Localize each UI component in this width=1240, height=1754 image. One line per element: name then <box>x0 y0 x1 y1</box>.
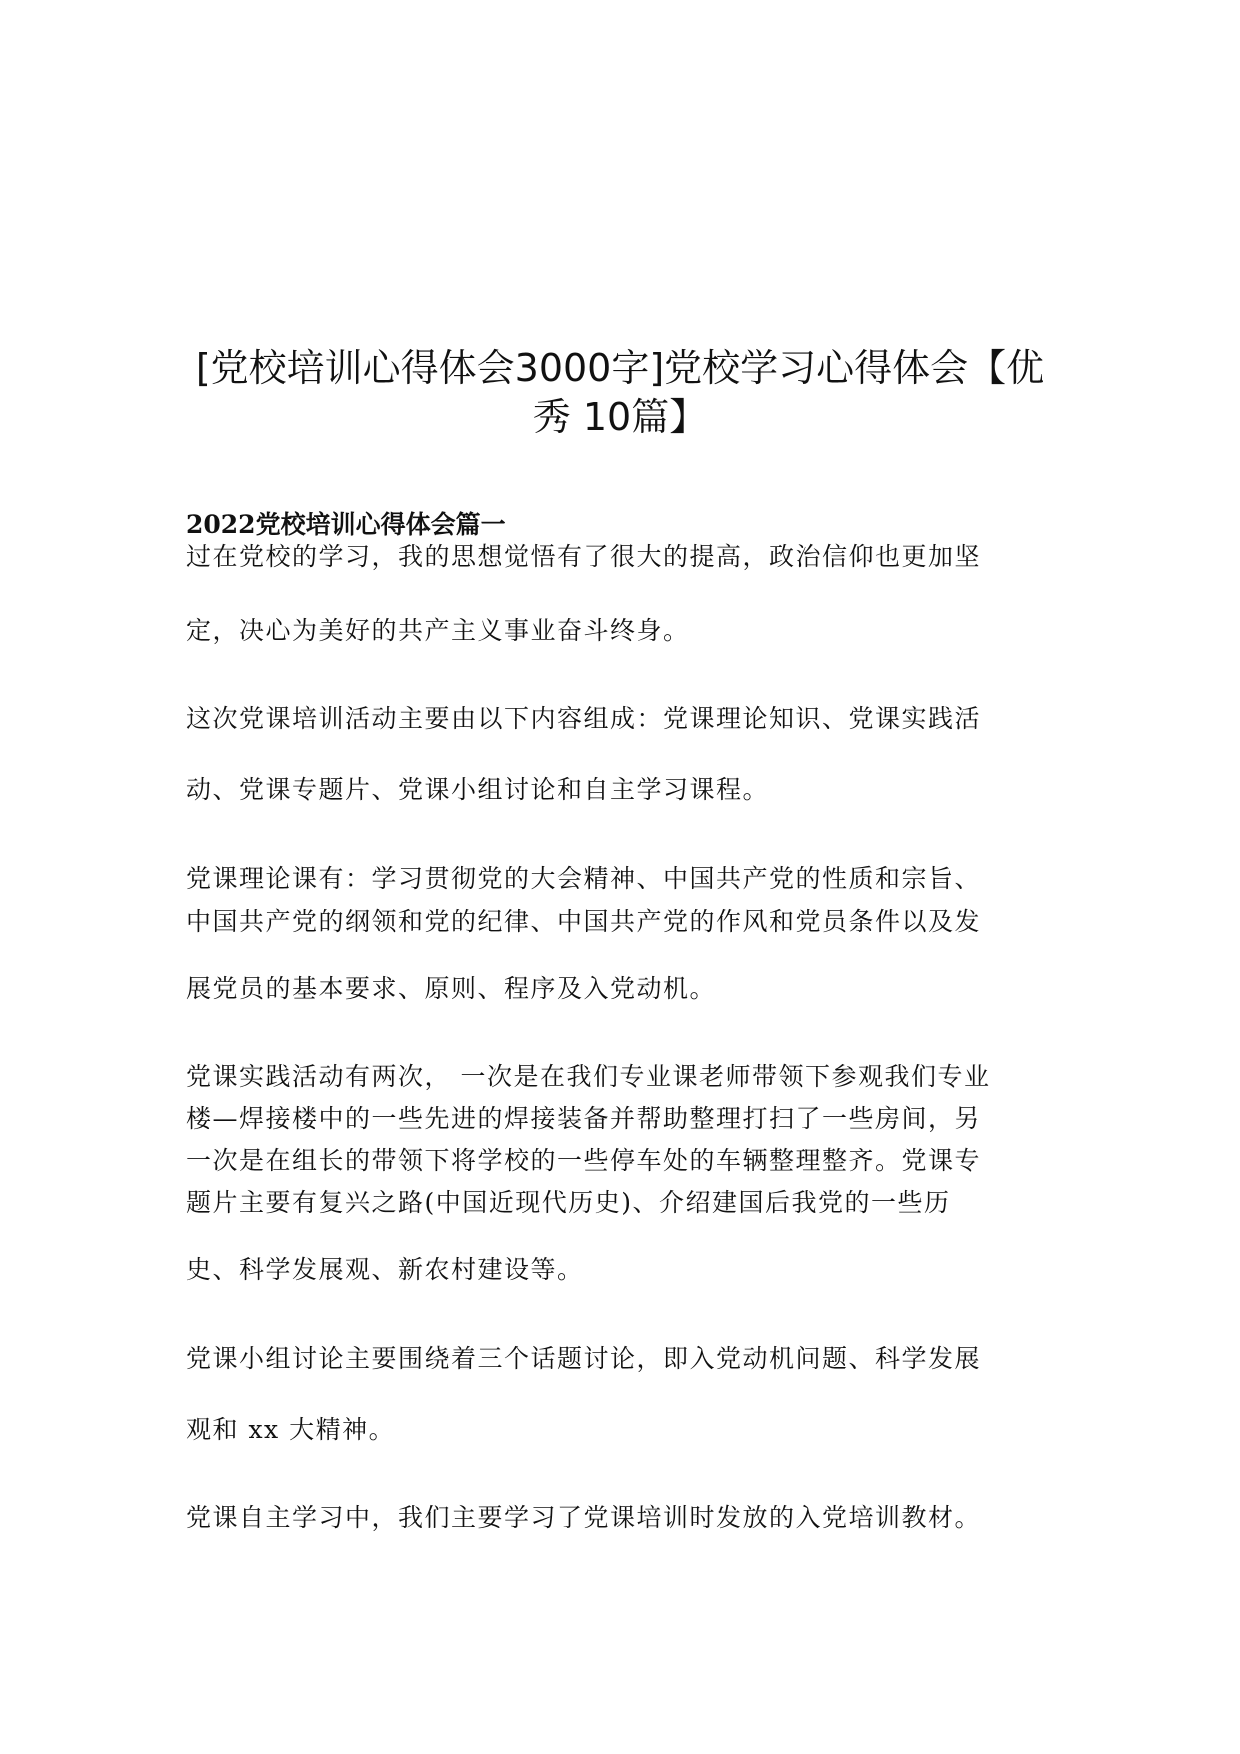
paragraph-4-line-3: 一次是在组长的带领下将学校的一些停车处的车辆整理整齐。党课专 <box>186 1146 982 1175</box>
paragraph-1-line-2: 定，决心为美好的共产主义事业奋斗终身。 <box>186 616 690 645</box>
paragraph-2-line-1: 这次党课培训活动主要由以下内容组成：党课理论知识、党课实践活 <box>186 704 982 733</box>
paragraph-1-line-1: 过在党校的学习，我的思想觉悟有了很大的提高，政治信仰也更加坚 <box>186 542 982 571</box>
paragraph-3-line-1: 党课理论课有：学习贯彻党的大会精神、中国共产党的性质和宗旨、 <box>186 864 982 893</box>
document-title-line-1: [党校培训心得体会3000字]党校学习心得体会【优 <box>195 346 1045 390</box>
paragraph-6-line-1: 党课自主学习中，我们主要学习了党课培训时发放的入党培训教材。 <box>186 1503 982 1532</box>
paragraph-3-line-2: 中国共产党的纲领和党的纪律、中国共产党的作风和党员条件以及发 <box>186 907 982 936</box>
paragraph-2-line-2: 动、党课专题片、党课小组讨论和自主学习课程。 <box>186 775 770 804</box>
paragraph-4-line-1: 党课实践活动有两次， 一次是在我们专业课老师带领下参观我们专业 <box>186 1062 991 1091</box>
paragraph-4-line-5: 史、科学发展观、新农村建设等。 <box>186 1255 584 1284</box>
paragraph-4-line-2: 楼—焊接楼中的一些先进的焊接装备并帮助整理打扫了一些房间，另 <box>186 1104 982 1133</box>
paragraph-3-line-3: 展党员的基本要求、原则、程序及入党动机。 <box>186 974 717 1003</box>
paragraph-5-line-1: 党课小组讨论主要围绕着三个话题讨论，即入党动机问题、科学发展 <box>186 1344 982 1373</box>
section-heading: 2022党校培训心得体会篇一 <box>186 510 506 539</box>
paragraph-5-line-2: 观和 xx 大精神。 <box>186 1415 396 1444</box>
document-title-line-2: 秀 10篇】 <box>532 395 708 439</box>
paragraph-4-line-4: 题片主要有复兴之路(中国近现代历史)、介绍建国后我党的一些历 <box>186 1188 951 1217</box>
